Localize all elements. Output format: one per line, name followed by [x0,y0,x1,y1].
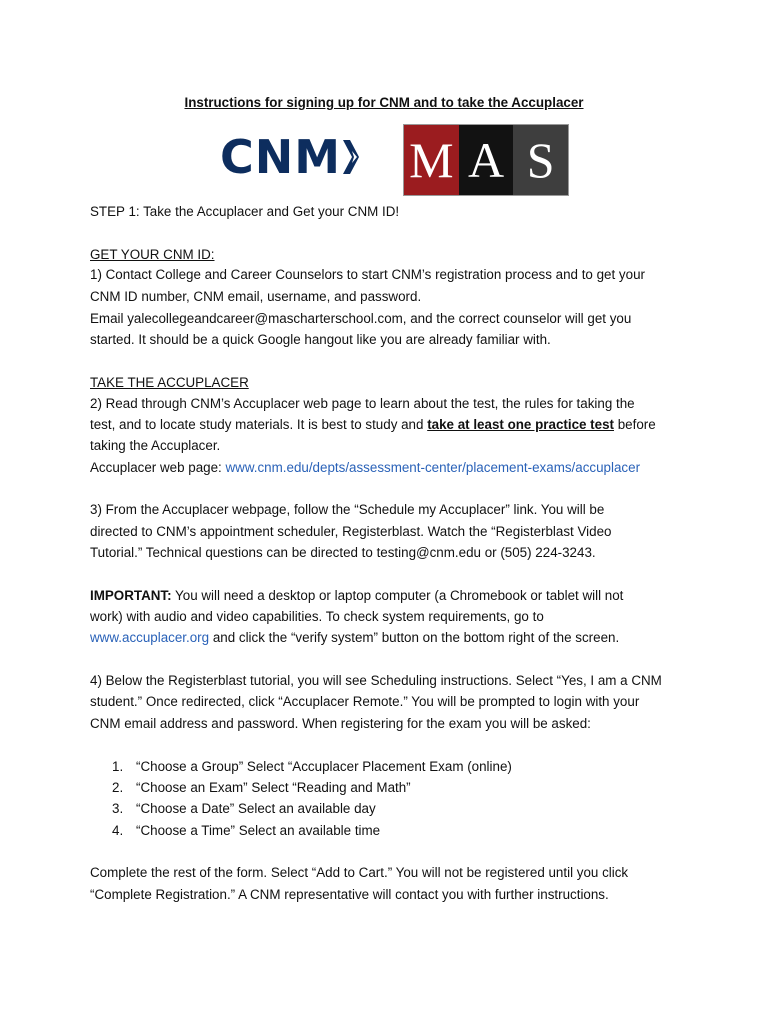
closing-line: Complete the rest of the form. Select “Add to Cart.” You will not be registered until you click [90,865,629,880]
cnm-logo-text: CNM [220,130,342,184]
web-page-label: Accuplacer web page: [90,460,226,475]
important-text: and click the “verify system” button on the bottom right of the screen. [209,630,620,645]
accuplacer-web-page-line [90,458,640,478]
take-accuplacer-text: before [614,417,656,432]
accuplacer-org-link[interactable]: www.accuplacer.org [90,630,210,645]
step4-line: 4) Below the Registerblast tutorial, you will see Scheduling instructions. Select “Yes, I am a CNM [90,673,662,688]
mas-logo [403,124,569,196]
get-id-line: 1) Contact College and Career Counselors to start CNM’s registration process and to get your [90,267,645,282]
practice-test-emphasis: take at least one practice test [427,417,614,432]
list-item-number: 4. [112,823,124,838]
step4-line: student.” Once redirected, click “Accuplacer Remote.” You will be prompted to login with your [90,694,640,709]
list-item-text: “Choose an Exam” Select “Reading and Math” [136,780,411,795]
important-line: work) with audio and video capabilities. To check system requirements, go to [90,609,544,624]
get-id-heading: GET YOUR CNM ID: [90,247,215,262]
list-item-number: 3. [112,801,124,816]
list-item-number: 2. [112,780,124,795]
list-item-text: “Choose a Date” Select an available day [136,801,376,816]
take-accuplacer-line [90,415,656,435]
important-text: You will need a desktop or laptop computer (a Chromebook or tablet will not [171,588,624,603]
step3-line: Tutorial.” Technical questions can be directed to testing@cnm.edu or (505) 224-3243. [90,545,596,560]
take-accuplacer-heading: TAKE THE ACCUPLACER [90,375,249,390]
step3-line: directed to CNM’s appointment scheduler, Registerblast. Watch the “Registerblast Video [90,524,612,539]
list-item-text: “Choose a Time” Select an available time [136,823,381,838]
step4-line: CNM email address and password. When registering for the exam you will be asked: [90,716,591,731]
step1-heading: STEP 1: Take the Accuplacer and Get your CNM ID! [90,204,400,219]
logo-row [220,124,570,196]
mas-logo-a: A [459,125,514,195]
list-item-text: “Choose a Group” Select “Accuplacer Placement Exam (online) [136,759,512,774]
important-label: IMPORTANT: [90,588,172,603]
mas-logo-s: S [513,125,568,195]
cnm-logo [220,132,359,182]
important-line [90,586,623,606]
chevron-right-icon [343,140,359,174]
closing-line: “Complete Registration.” A CNM representative will contact you with further instructions. [90,887,609,902]
take-accuplacer-line: taking the Accuplacer. [90,438,221,453]
get-id-line: Email yalecollegeandcareer@mascharterschool.com, and the correct counselor will get you [90,311,632,326]
document-title: Instructions for signing up for CNM and to take the Accuplacer [184,95,584,110]
accuplacer-web-link[interactable]: www.cnm.edu/depts/assessment-center/placement-exams/accuplacer [225,460,641,475]
step3-line: 3) From the Accuplacer webpage, follow the “Schedule my Accuplacer” link. You will be [90,502,605,517]
take-accuplacer-line: 2) Read through CNM’s Accuplacer web page to learn about the test, the rules for taking the [90,396,635,411]
take-accuplacer-text: test, and to locate study materials. It is best to study and [90,417,428,432]
get-id-line: CNM ID number, CNM email, username, and password. [90,289,422,304]
get-id-line: started. It should be a quick Google hangout like you are already familiar with. [90,332,551,347]
mas-logo-m: M [404,125,459,195]
list-item-number: 1. [112,759,124,774]
important-line [90,628,619,648]
